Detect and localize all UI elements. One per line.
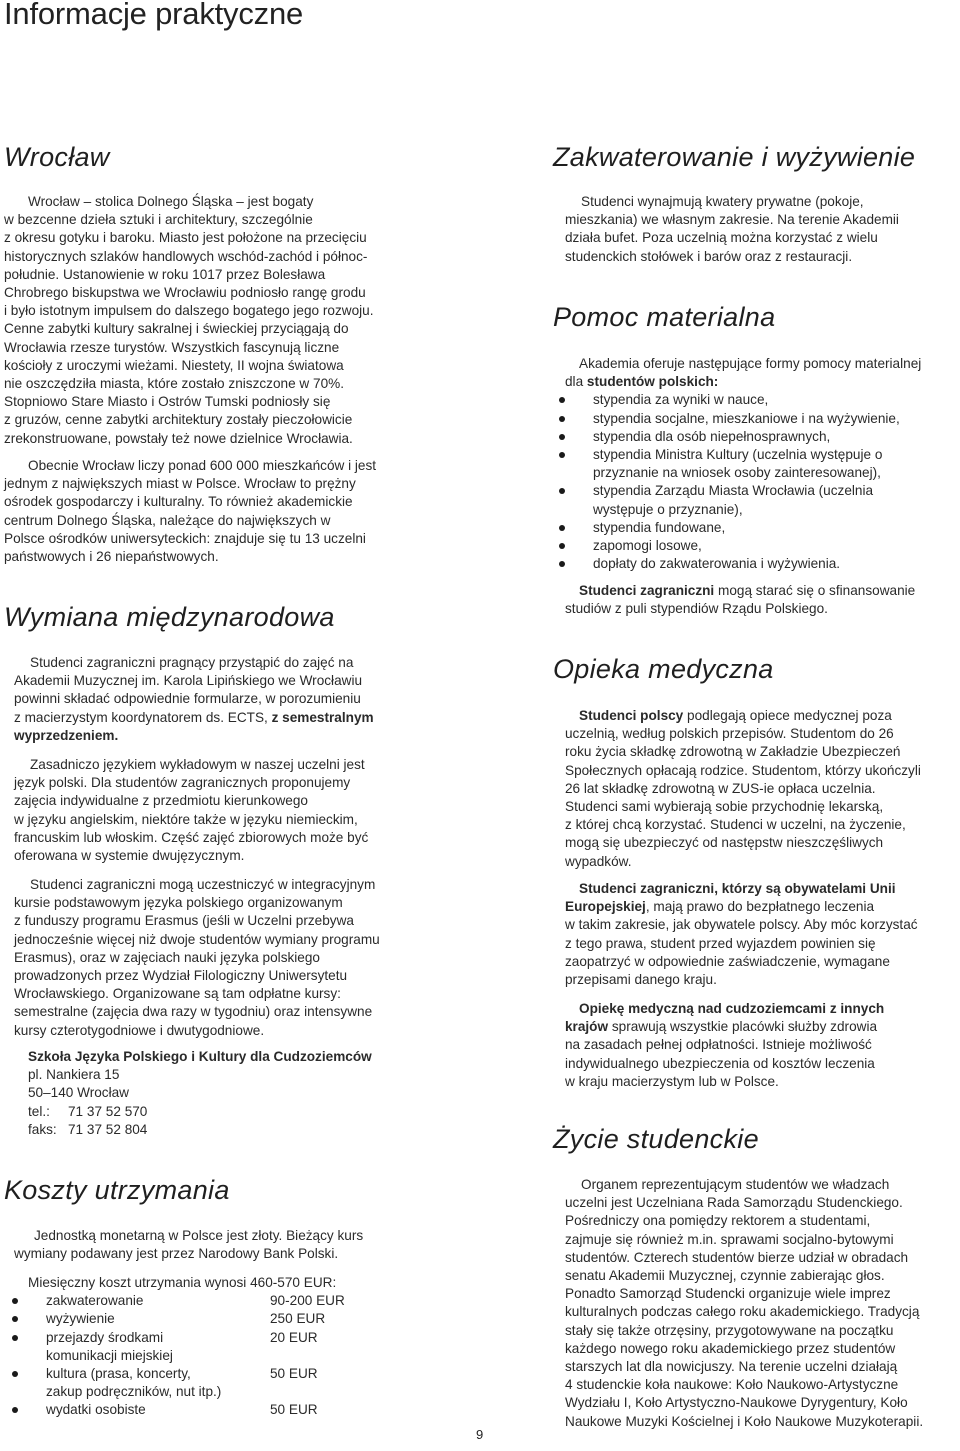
text-line: Naukowe Muzyki Kościelnej i Koło Naukowe Muzykoterapii. — [565, 1413, 924, 1429]
text-line: jednocześnie więcej niż dwoje studentów wymiany programu — [14, 931, 380, 947]
text-line: zajęcia indywidualne z przedmiotu kierunkowego — [14, 793, 308, 809]
list-item — [551, 537, 958, 555]
text-line: zaopatrzyć w odpowiednie zaświadczenie, wymagane — [565, 953, 890, 969]
cost-label: komunikacji miejskiej — [46, 1347, 173, 1363]
text-line: Polsce ośrodków uniwersyteckich: znajduje się tu 13 uczelni — [4, 530, 366, 546]
section-title-wroclaw: Wrocław — [4, 142, 110, 172]
cost-label: przejazdy środkami — [46, 1329, 164, 1345]
list-item-text: przyznanie na wniosek osoby zainteresowanej), — [593, 465, 881, 481]
text-line: wypadków. — [565, 853, 632, 869]
text-line: język polski. Dla studentów zagranicznych proponujemy — [14, 775, 351, 791]
aid-list — [551, 391, 958, 573]
text-line: mogą starać się o sfinansowanie — [714, 583, 916, 598]
text-line: każdego nowego roku akademickiego przez studentów — [565, 1340, 896, 1356]
text-line: oferowana w systemie dwujęzycznym. — [14, 848, 245, 864]
text-line: studenckich stołówek i barów oraz z restauracji. — [565, 248, 853, 264]
aid-block — [565, 355, 958, 573]
text-line: państwowych i 26 niepaństwowych. — [4, 549, 219, 565]
section-title-exchange: Wymiana międzynarodowa — [4, 602, 335, 632]
exchange-paragraph-3 — [14, 876, 422, 1040]
list-item — [551, 410, 958, 428]
text-line: z gruzów, cenne zabytki architektury zostały pieczołowicie — [4, 412, 353, 428]
list-item — [4, 1365, 422, 1401]
section-title-medical: Opieka medyczna — [553, 654, 774, 684]
bold-text: z semestralnym — [271, 709, 374, 725]
cost-value: 250 EUR — [270, 1311, 326, 1327]
text-line: mogą się ubezpieczyć od następstw nieszczęśliwych — [565, 835, 884, 851]
text-line: Jednostką monetarną w Polsce jest złoty. Bieżący kurs — [34, 1228, 364, 1243]
cost-value: 50 EUR — [270, 1366, 318, 1382]
fax-label: faks: — [28, 1121, 57, 1137]
text-line: , mają prawo do bezpłatnego leczenia — [645, 899, 875, 915]
list-item-text: stypendia fundowane, — [593, 519, 726, 535]
text-line: kursy czterotygodniowe i dwutygodniowe. — [14, 1022, 265, 1038]
costs-intro: Miesięczny koszt utrzymania wynosi 460-570 EUR: — [28, 1275, 337, 1290]
medical-paragraph-2 — [565, 880, 958, 989]
list-item-text: stypendia Ministra Kultury (uczelnia występuje o — [593, 447, 883, 463]
list-item-text: dopłaty do zakwaterowania i wyżywienia. — [593, 556, 841, 572]
list-item — [4, 1329, 422, 1365]
bold-text: Studenci zagraniczni — [579, 583, 715, 598]
list-item — [4, 1310, 422, 1328]
text-line: wymiany podawany jest przez Narodowy Bank Polski. — [14, 1246, 339, 1262]
text-line: roku życia składkę zdrowotną w Zakładzie Ubezpieczeń — [565, 744, 901, 760]
housing-paragraph — [565, 193, 958, 266]
list-item — [551, 519, 958, 537]
text-line: kulturalnych podczas całego roku akademickiego. Tradycją — [565, 1304, 920, 1320]
list-item-text: stypendia za wyniki w nauce, — [593, 392, 769, 408]
aid-foreign-paragraph — [565, 582, 958, 618]
list-item-text: występuje o przyznanie), — [593, 501, 743, 517]
text-line: przepisami danego kraju. — [565, 972, 717, 988]
section-title-aid: Pomoc materialna — [553, 302, 776, 332]
section-title-costs: Koszty utrzymania — [4, 1175, 230, 1205]
exchange-paragraph-2 — [14, 756, 422, 865]
text-line: południe. Ustanowienie w roku 1017 przez Bolesława — [4, 266, 326, 282]
text-line: stały się także otrzęsiny, przygotowywane na początku — [565, 1322, 894, 1338]
text-line: i było istotnym impulsem do dalszego bogatego jego rozwoju. — [4, 303, 374, 319]
page-title: Informacje praktyczne — [4, 0, 304, 31]
text-line: prowadzonych przez Wydział Filologiczny Uniwersytetu — [14, 968, 348, 984]
medical-paragraph-3 — [565, 1000, 958, 1091]
exchange-paragraph-1 — [14, 654, 422, 745]
text-line: Wydziału I, Koło Artystyczno-Naukowe Dyrygentury, Koło — [565, 1395, 908, 1411]
student-life-paragraph — [565, 1176, 960, 1431]
text-line: kursie podstawowym języka polskiego organizowanym — [14, 895, 343, 911]
list-item — [551, 555, 958, 573]
cost-label: wyżywienie — [46, 1311, 115, 1327]
text-line: Ponadto Samorząd Studencki organizuje wiele imprez — [565, 1286, 891, 1302]
school-address-block — [28, 1048, 422, 1139]
address-city: 50–140 Wrocław — [28, 1085, 130, 1101]
section-title-student-life: Życie studenckie — [553, 1124, 759, 1154]
cost-label: zakwaterowanie — [46, 1293, 144, 1309]
list-item — [551, 391, 958, 409]
text-line: Studenci zagraniczni pragnący przystąpić do zajęć na — [30, 655, 354, 670]
cost-label: kultura (prasa, koncerty, — [46, 1366, 191, 1382]
fax-row — [28, 1121, 422, 1139]
text-line: semestralne (zajęcia dwa razy w tygodniu) oraz intensywne — [14, 1004, 373, 1020]
text-line: senatu Akademii Muzycznej, czynnie zabierając głos. — [565, 1268, 885, 1284]
phone-row — [28, 1103, 422, 1121]
text-line: mieszkania) we własnym zakresie. Na terenie Akademii — [565, 212, 899, 228]
text-line: z macierzystym koordynatorem ds. ECTS, — [14, 709, 272, 725]
list-item-text: stypendia socjalne, mieszkaniowe i na wyżywienie, — [593, 410, 900, 426]
list-item-text: zapomogi losowe, — [593, 538, 702, 554]
text-line: sprawują wszystkie placówki służby zdrowia — [608, 1019, 878, 1035]
text-line: Akademia oferuje następujące formy pomocy materialnej — [579, 356, 922, 371]
text-line: na zasadach pełnej odpłatności. Istnieje możliwość — [565, 1037, 872, 1053]
text-line: kościoły z uroczymi wieżami. Niestety, II wojna światowa — [4, 357, 344, 373]
text-line: z tego prawa, student przed wyjazdem powinien się — [565, 935, 876, 951]
text-line: Studenci wynajmują kwatery prywatne (pokoje, — [581, 194, 864, 209]
text-line: 26 lat składkę zdrowotną w ZUS-ie opłaca uczelnia. — [565, 780, 876, 796]
text-line: uczelnią, według polskich przepisów. Studentom do 26 — [565, 726, 894, 742]
fax-number: 71 37 52 804 — [68, 1121, 148, 1137]
bold-text: krajów — [565, 1019, 609, 1035]
text-line: w takim zakresie, jak obywatele polscy. Aby móc korzystać — [565, 917, 918, 933]
text-line: historycznych szlaków handlowych wschód-zachód i północ- — [4, 248, 368, 264]
text-line: 4 studenckie koła naukowe: Koło Naukowo-Artystyczne — [565, 1377, 899, 1393]
text-line: Studenci sami wybierają sobie przychodnię lekarską, — [565, 799, 884, 815]
text-line: działa bufet. Poza uczelnią można korzystać z wielu — [565, 230, 878, 246]
bold-text: studentów polskich: — [586, 374, 719, 390]
bold-text: wyprzedzeniem. — [14, 727, 119, 743]
list-item-text: stypendia Zarządu Miasta Wrocławia (uczelnia — [593, 483, 874, 499]
phone-label: tel.: — [28, 1103, 50, 1119]
list-item — [551, 482, 958, 518]
costs-paragraph-1 — [14, 1227, 422, 1263]
text-line: powinni składać odpowiednie formularze, w porozumieniu — [14, 691, 361, 707]
list-item — [4, 1401, 422, 1419]
medical-paragraph-1 — [565, 707, 960, 871]
text-line: Wrocławia rzesze turystów. Wszystkich fascynują liczne — [4, 339, 340, 355]
text-line: studiów z puli stypendiów Rządu Polskiego. — [565, 601, 828, 617]
text-line: studentów. Czterech studentów bierze udział w obradach — [565, 1249, 909, 1265]
text-line: z funduszy programu Erasmus (jeśli w Uczelni przebywa — [14, 913, 354, 929]
list-item — [551, 428, 958, 446]
text-line: Akademii Muzycznej im. Karola Lipińskiego we Wrocławiu — [14, 673, 363, 689]
text-line: zrekonstruowane, powstały też nowe dzielnice Wrocławia. — [4, 430, 353, 446]
address-street: pl. Nankiera 15 — [28, 1067, 120, 1083]
wroclaw-paragraph-2 — [4, 457, 422, 566]
costs-list-block — [4, 1274, 422, 1420]
text-line: z której chcą korzystać. Studenci w uczelni, na życzenie, — [565, 817, 906, 833]
text-line: Stopniowo Stare Miasto i Ostrów Tumski podniosły się — [4, 394, 331, 410]
bold-text: Opiekę medyczną nad cudzoziemcami z innych — [579, 1001, 885, 1016]
section-title-housing: Zakwaterowanie i wyżywienie — [553, 142, 916, 172]
cost-label: zakup podręczników, nut itp.) — [46, 1384, 222, 1400]
text-line: w bezcenne dzieła sztuki i architektury, szczególnie — [4, 212, 313, 228]
text-line: starszych lat dla nowicjuszy. Na terenie uczelni działają — [565, 1359, 898, 1375]
list-item — [4, 1292, 422, 1310]
text-line: Wrocławskiego. Organizowane są tam odpłatne kursy: — [14, 986, 341, 1002]
text-line: jednym z największych miast w Polsce. Wrocław to prężny — [4, 476, 356, 492]
text-line: Wrocław – stolica Dolnego Śląska – jest bogaty — [28, 194, 314, 209]
text-line: z okresu gotyku i baroku. Miasto jest położone na przecięciu — [4, 230, 367, 246]
text-line: Studenci zagraniczni mogą uczestniczyć w integracyjnym — [30, 877, 376, 892]
wroclaw-paragraph-1 — [4, 193, 422, 448]
text-line: Obecnie Wrocław liczy ponad 600 000 mieszkańców i jest — [28, 458, 377, 473]
costs-list — [4, 1292, 422, 1419]
text-line: Zasadniczo językiem wykładowym w naszej uczelni jest — [30, 757, 365, 772]
cost-value: 50 EUR — [270, 1402, 318, 1418]
text-line: Cenne zabytki kultury sakralnej i świeckiej przyciągają do — [4, 321, 349, 337]
text-line: centrum Dolnego Śląska, należące do największych w — [4, 512, 331, 528]
bold-text: Studenci polscy — [579, 708, 684, 723]
text-line: zajmuje się również m.in. sprawami socjalno-bytowymi — [565, 1231, 894, 1247]
cost-value: 20 EUR — [270, 1329, 318, 1345]
cost-label: wydatki osobiste — [46, 1402, 146, 1418]
text-line: nie oszczędziła miasta, które zostało zniszczone w 70%. — [4, 376, 344, 392]
cost-value: 90-200 EUR — [270, 1293, 345, 1309]
text-line: dla — [565, 374, 587, 390]
text-line: w kraju macierzystym lub w Polsce. — [565, 1073, 779, 1089]
text-line: francuskim lub włoskim. Część zajęć zbiorowych może być — [14, 829, 369, 845]
phone-number[interactable]: 71 37 52 570 — [68, 1103, 148, 1119]
page-number: 9 — [476, 1427, 484, 1442]
list-item-text: stypendia dla osób niepełnosprawnych, — [593, 428, 831, 444]
bold-text: Studenci zagraniczni, którzy są obywatelami Unii — [579, 881, 896, 896]
text-line: Chrobrego biskupstwa we Wrocławiu podniosło rangę grodu — [4, 285, 366, 301]
text-line: ośrodek gospodarczy i kulturalny. To również akademickie — [4, 494, 353, 510]
text-line: uczelni jest Uczelniana Rada Samorządu Studenckiego. — [565, 1195, 903, 1211]
text-line: w języku angielskim, niektóre także w języku niemieckim, — [14, 811, 358, 827]
bold-text: Europejskiej — [565, 899, 646, 915]
text-line: Erasmus), oraz w zajęciach nauki języka polskiego — [14, 949, 320, 965]
text-line: podlegają opiece medycznej poza — [683, 708, 892, 723]
school-name: Szkoła Języka Polskiego i Kultury dla Cudzoziemców — [28, 1049, 372, 1064]
text-line: Pośredniczy ona pomiędzy rektorem a studentami, — [565, 1213, 871, 1229]
list-item — [551, 446, 958, 482]
text-line: Organem reprezentującym studentów we władzach — [581, 1177, 890, 1192]
text-line: indywidualnego ubezpieczenia od kosztów leczenia — [565, 1055, 875, 1071]
text-line: Społecznych opłacają rodzice. Studentom, którzy ukończyli — [565, 762, 921, 778]
